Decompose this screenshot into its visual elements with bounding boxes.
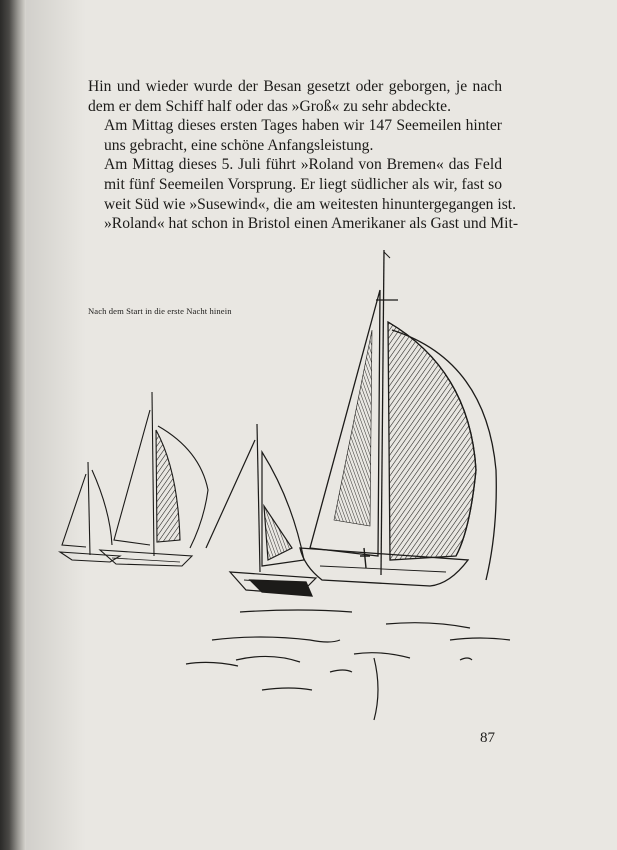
page-number: 87 [480,730,495,746]
distant-sailboat [60,462,120,562]
text-line: dem er dem Schiff half oder das »Groß« zu sehr abdeckte. [88,97,452,115]
text-line: Hin und wieder wurde der Besan gesetzt oder geborgen, je nach [88,78,502,95]
middle-sailboat [100,392,208,566]
center-sailboat [206,424,316,594]
illustration-caption: Nach dem Start in die erste Nacht hinein [88,306,232,316]
text-line: »Roland« hat schon in Bristol einen Amerikaner als Gast und Mit- [104,215,519,233]
text-line: Am Mittag dieses 5. Juli führt »Roland von Bremen« das Feld [104,156,502,174]
text-line: Am Mittag dieses ersten Tages haben wir 147 Seemeilen hinter [104,117,502,135]
text-line: uns gebracht, eine schöne Anfangsleistung. [104,136,374,154]
water-strokes [186,610,510,720]
text-line: mit fünf Seemeilen Vorsprung. Er liegt südlicher als wir, fast so [104,175,502,193]
text-line: weit Süd wie »Susewind«, die am weitesten hinuntergegangen ist. [104,195,517,213]
